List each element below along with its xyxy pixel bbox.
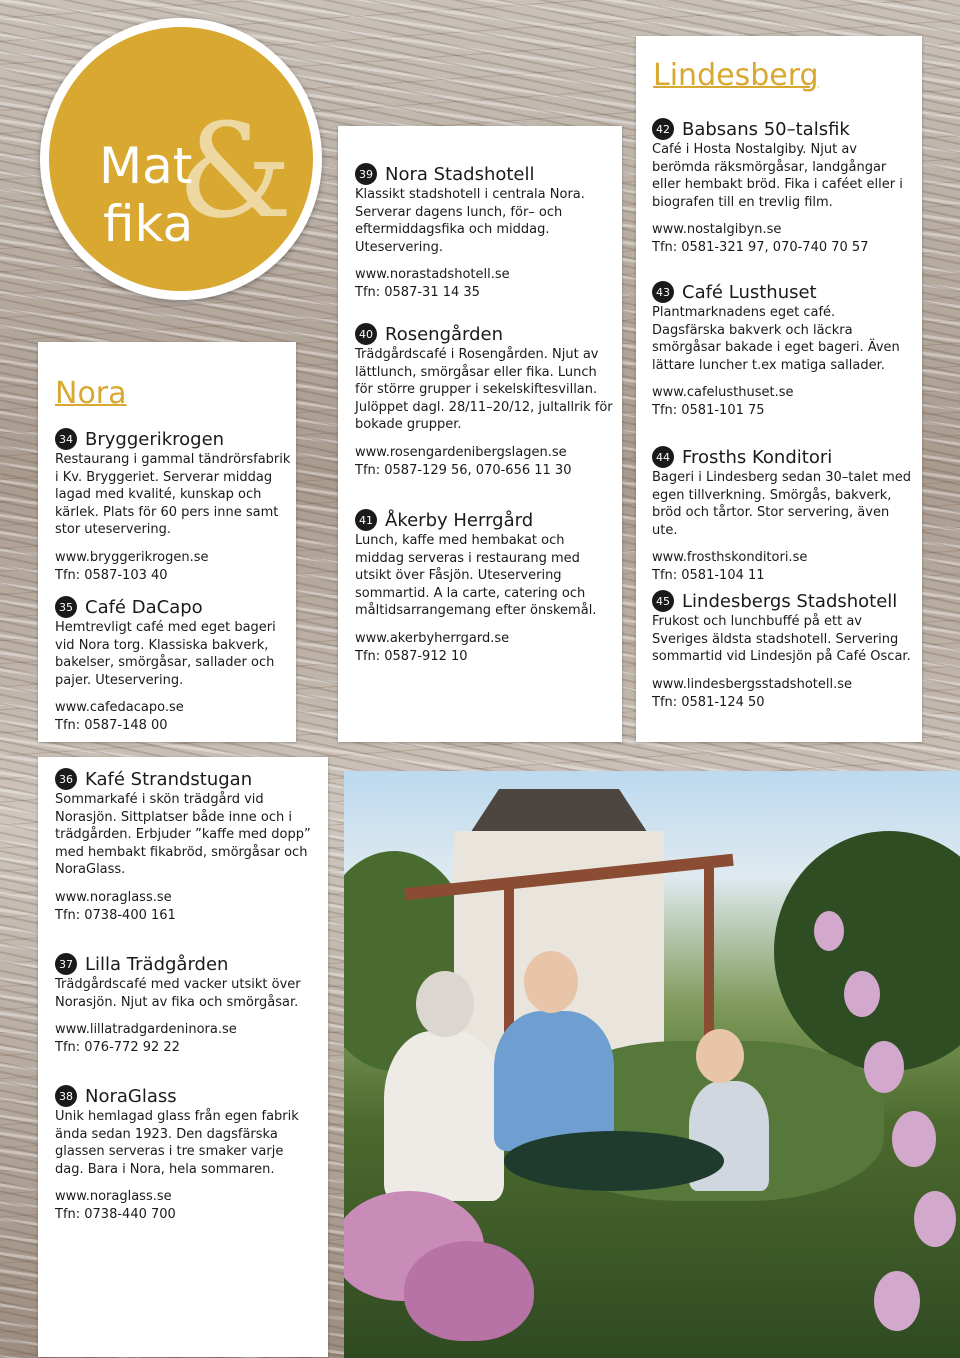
entry-description: Restaurang i gammal tändrörsfabrik i Kv. Bryggeriet. Serverar middag lagad med kvalité, kunskap och kärlek. Plats för 60 pers inne samt stor uteservering. bbox=[55, 452, 291, 537]
entry-description: Klassikt stadshotell i centrala Nora. Serverar dagens lunch, för– och eftermiddagsfika och middag. Uteservering. bbox=[355, 187, 585, 255]
entry-name: Åkerby Herrgård bbox=[385, 509, 534, 531]
entry-name: Bryggerikrogen bbox=[85, 428, 225, 450]
photo-man bbox=[494, 1011, 614, 1151]
entry-website-link[interactable]: www.noraglass.se bbox=[55, 1189, 172, 1204]
entry-name: NoraGlass bbox=[85, 1085, 177, 1107]
photo-bellflower bbox=[864, 1041, 904, 1093]
entry-description: Bageri i Lindesberg sedan 30–talet med egen tillverkning. Smörgås, bakverk, bröd och tårtor. Stor servering, även ute. bbox=[652, 470, 912, 538]
entry-description: Sommarkafé i skön trädgård vid Norasjön. Sittplatser både inne och i trädgården. Erbjuder ”kaffe med dopp” med hembakt fikabröd, smörgåsar och NoraGlass. bbox=[55, 792, 311, 877]
entry-description: Trädgårdscafé med vacker utsikt över Norasjön. Njut av fika och smörgåsar. bbox=[55, 977, 301, 1010]
entry-34 bbox=[55, 428, 293, 585]
entry-number: 42 bbox=[652, 118, 674, 140]
entry-website-link[interactable]: www.rosengardenibergslagen.se bbox=[355, 444, 567, 460]
entry-phone: Tfn: 0581-321 97, 070-740 70 57 bbox=[652, 240, 869, 255]
entry-number: 34 bbox=[55, 428, 77, 450]
entry-43 bbox=[652, 281, 912, 420]
entry-description: Lunch, kaffe med hembakat och middag serveras i restaurang med utsikt över Fåsjön. Uteservering sommartid. A la carte, catering och måltidsarrangemang efter önskemål. bbox=[355, 533, 597, 618]
ampersand: & bbox=[177, 95, 293, 247]
entry-37 bbox=[55, 953, 320, 1057]
entry-name: Babsans 50–talsfik bbox=[682, 118, 850, 140]
entry-name: Rosengården bbox=[385, 323, 504, 345]
badge-word-fika: fika bbox=[103, 195, 194, 253]
entry-40 bbox=[355, 323, 613, 480]
entry-description: Unik hemlagad glass från egen fabrik ända sedan 1923. Den dagsfärska glassen serveras i tre smaker varje dag. Bara i Nora, hela sommaren. bbox=[55, 1109, 299, 1177]
entry-42 bbox=[652, 118, 907, 257]
entry-website-link[interactable]: www.norastadshotell.se bbox=[355, 267, 510, 282]
photo-man-head bbox=[524, 951, 578, 1013]
entry-number: 41 bbox=[355, 509, 377, 531]
garden-cafe-photo bbox=[344, 771, 960, 1358]
entry-name: Nora Stadshotell bbox=[385, 163, 535, 185]
entry-website-link[interactable]: www.frosthskonditori.se bbox=[652, 550, 808, 565]
photo-tree-right bbox=[774, 831, 960, 1071]
entry-44 bbox=[652, 446, 912, 585]
entry-name: Frosths Konditori bbox=[682, 446, 833, 468]
entry-phone: Tfn: 0587-103 40 bbox=[55, 567, 168, 583]
entry-website-link[interactable]: www.lindesbergsstadshotell.se bbox=[652, 676, 852, 692]
lindesberg-heading: Lindesberg bbox=[653, 58, 819, 93]
entry-phone: Tfn: 0581-104 11 bbox=[652, 568, 765, 583]
entry-38 bbox=[55, 1085, 315, 1224]
entry-description: Hemtrevligt café med eget bageri vid Nora torg. Klassiska bakverk, bakelser, smörgåsar, sallader och pajer. Uteservering. bbox=[55, 620, 276, 688]
entry-website-link[interactable]: www.nostalgibyn.se bbox=[652, 222, 782, 237]
entry-name: Lilla Trädgården bbox=[85, 953, 229, 975]
entry-35 bbox=[55, 596, 291, 735]
entry-number: 43 bbox=[652, 281, 674, 303]
entry-description: Trädgårdscafé i Rosengården. Njut av lättlunch, smörgåsar eller fika. Lunch för större grupper i sekelskiftesvillan. Julöppet dagl. 28/11–20/12, jultallrik för bokade grupper. bbox=[355, 347, 613, 432]
entry-number: 39 bbox=[355, 163, 377, 185]
nora-heading: Nora bbox=[55, 376, 127, 411]
photo-bellflower bbox=[892, 1111, 936, 1167]
photo-woman bbox=[384, 1031, 504, 1201]
entry-41 bbox=[355, 509, 605, 666]
photo-bellflower bbox=[914, 1191, 956, 1247]
entry-phone: Tfn: 0581-101 75 bbox=[652, 403, 765, 418]
photo-woman-head bbox=[416, 971, 474, 1037]
entry-name: Kafé Strandstugan bbox=[85, 768, 253, 790]
photo-boy-head bbox=[696, 1029, 744, 1083]
entry-name: Lindesbergs Stadshotell bbox=[682, 590, 898, 612]
entry-phone: Tfn: 0738-440 700 bbox=[55, 1207, 176, 1222]
photo-bellflower bbox=[874, 1271, 920, 1331]
photo-bellflower bbox=[844, 971, 880, 1017]
entry-name: Café DaCapo bbox=[85, 596, 203, 618]
entry-description: Café i Hosta Nostalgiby. Njut av berömda räksmörgåsar, landgångar eller hembakt bröd. Fika i caféet eller i biografen till en trevlig film. bbox=[652, 142, 903, 210]
entry-description: Frukost och lunchbuffé på ett av Sveriges äldsta stadshotell. Servering sommartid vid Lindesjön på Café Oscar. bbox=[652, 614, 911, 664]
entry-website-link[interactable]: www.cafelusthuset.se bbox=[652, 385, 794, 400]
photo-bellflower bbox=[814, 911, 844, 951]
entry-phone: Tfn: 076-772 92 22 bbox=[55, 1040, 180, 1055]
entry-phone: Tfn: 0587-912 10 bbox=[355, 648, 468, 664]
entry-number: 44 bbox=[652, 446, 674, 468]
entry-website-link[interactable]: www.akerbyherrgard.se bbox=[355, 630, 510, 646]
entry-description: Plantmarknadens eget café. Dagsfärska bakverk och läckra smörgåsar bakade i eget bageri. Även lättare luncher t.ex matiga sallader. bbox=[652, 305, 900, 373]
badge-word-mat: Mat bbox=[99, 137, 193, 195]
entry-phone: Tfn: 0587-129 56, 070-656 11 30 bbox=[355, 462, 572, 478]
entry-website-link[interactable]: www.noraglass.se bbox=[55, 889, 172, 905]
entry-number: 37 bbox=[55, 953, 77, 975]
entry-website-link[interactable]: www.lillatradgardeninora.se bbox=[55, 1022, 237, 1037]
entry-45 bbox=[652, 590, 912, 712]
entry-number: 35 bbox=[55, 596, 77, 618]
entry-number: 36 bbox=[55, 768, 77, 790]
entry-39 bbox=[355, 163, 605, 302]
entry-phone: Tfn: 0587-148 00 bbox=[55, 718, 168, 733]
entry-phone: Tfn: 0587-31 14 35 bbox=[355, 285, 480, 300]
entry-phone: Tfn: 0738-400 161 bbox=[55, 907, 176, 923]
entry-website-link[interactable]: www.cafedacapo.se bbox=[55, 700, 184, 715]
photo-table bbox=[504, 1131, 724, 1191]
entry-website-link[interactable]: www.bryggerikrogen.se bbox=[55, 549, 209, 565]
photo-flower bbox=[404, 1241, 534, 1341]
entry-phone: Tfn: 0581-124 50 bbox=[652, 694, 765, 710]
entry-number: 40 bbox=[355, 323, 377, 345]
mat-fika-badge bbox=[40, 18, 322, 300]
entry-name: Café Lusthuset bbox=[682, 281, 817, 303]
entry-number: 38 bbox=[55, 1085, 77, 1107]
entry-36 bbox=[55, 768, 315, 925]
entry-number: 45 bbox=[652, 590, 674, 612]
